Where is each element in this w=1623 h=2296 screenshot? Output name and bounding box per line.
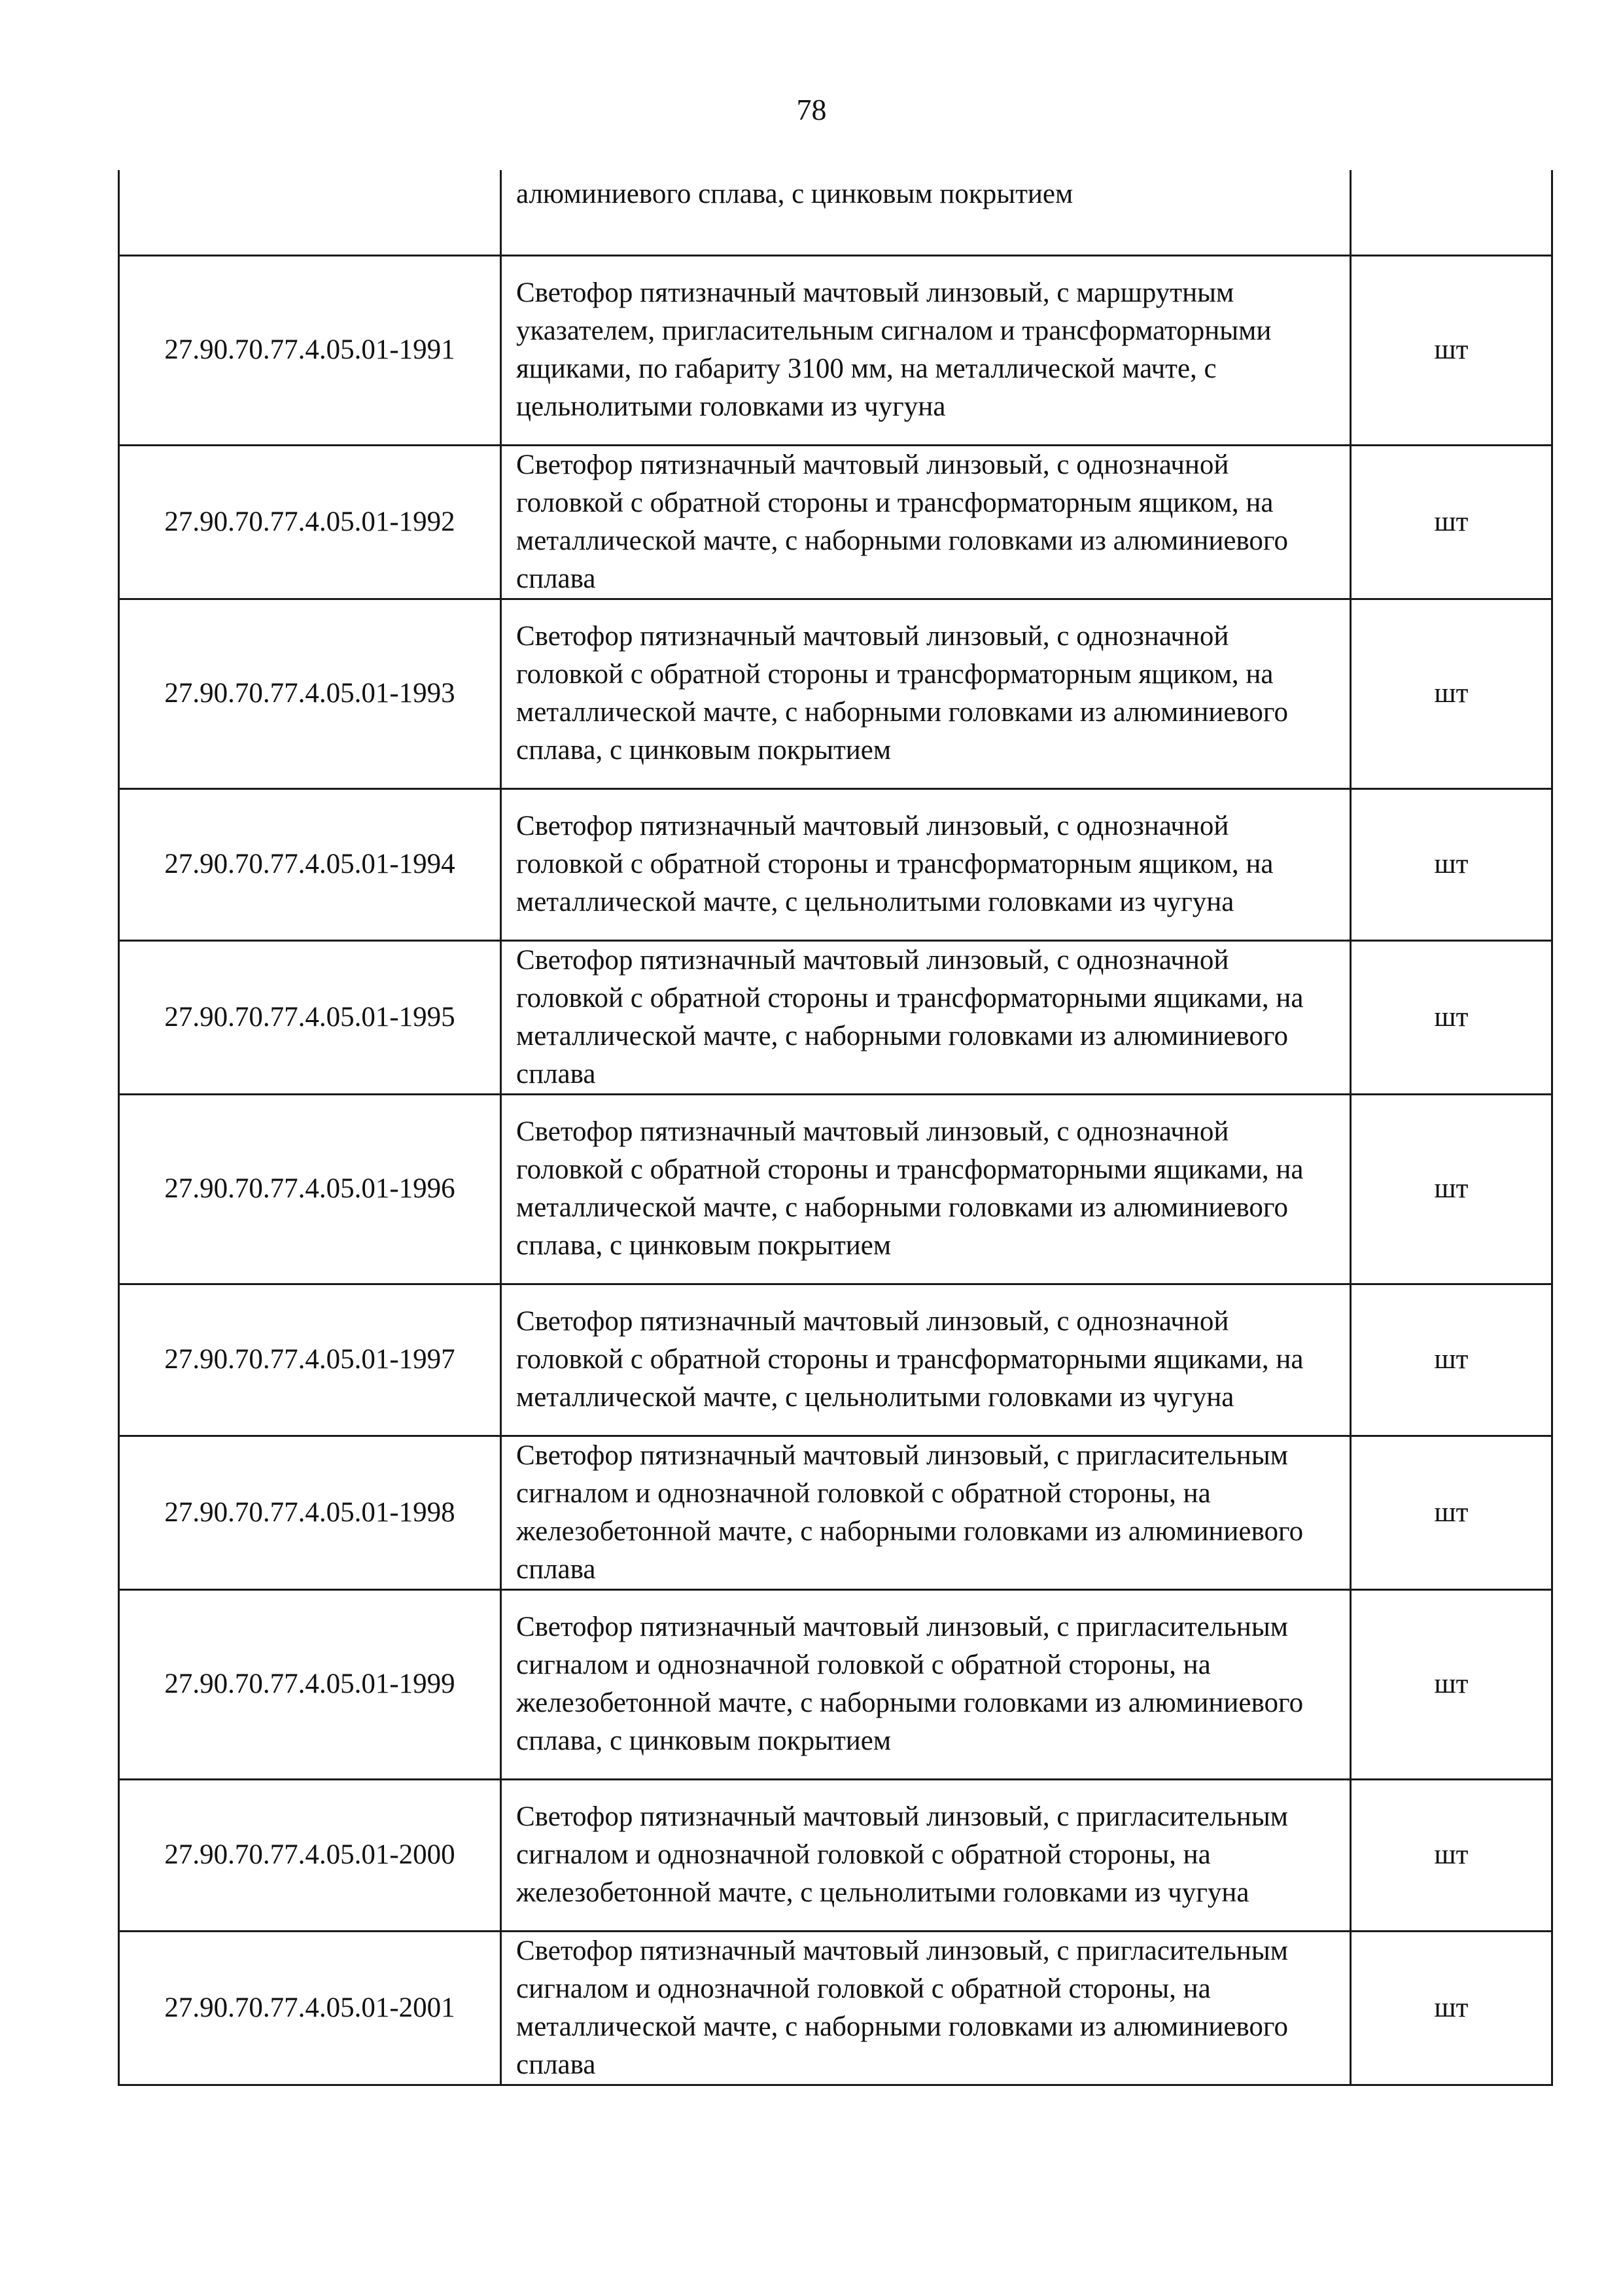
description-cell: Светофор пятизначный мачтовый линзовый, с пригласительным сигналом и однозначной головкой с обратной стороны, на железобетонной мачте, с наборными головками из алюминиевого сплава: [501, 1436, 1351, 1589]
unit-cell: шт: [1351, 599, 1552, 788]
code-cell: 27.90.70.77.4.05.01-1996: [119, 1094, 501, 1284]
table-row: [119, 940, 1552, 1094]
description-cell: алюминиевого сплава, с цинковым покрытием: [501, 170, 1351, 255]
code-cell: [119, 170, 501, 255]
description-cell: Светофор пятизначный мачтовый линзовый, с однозначной головкой с обратной стороны и трансформаторным ящиком, на металлической мачте, с наборными головками из алюминиевого сплава: [501, 445, 1351, 599]
description-cell: Светофор пятизначный мачтовый линзовый, с пригласительным сигналом и однозначной головкой с обратной стороны, на железобетонной мачте, с цельнолитыми головками из чугуна: [501, 1779, 1351, 1931]
unit-cell: шт: [1351, 1284, 1552, 1436]
code-cell: 27.90.70.77.4.05.01-1993: [119, 599, 501, 788]
unit-cell: шт: [1351, 1779, 1552, 1931]
unit-cell: шт: [1351, 1094, 1552, 1284]
table-row: [119, 255, 1552, 445]
unit-cell: шт: [1351, 1436, 1552, 1589]
code-cell: 27.90.70.77.4.05.01-1994: [119, 788, 501, 940]
table-row: [119, 1589, 1552, 1779]
code-cell: 27.90.70.77.4.05.01-2001: [119, 1931, 501, 2085]
description-cell: Светофор пятизначный мачтовый линзовый, с пригласительным сигналом и однозначной головкой с обратной стороны, на металлической мачте, с наборными головками из алюминиевого сплава: [501, 1931, 1351, 2085]
code-cell: 27.90.70.77.4.05.01-1999: [119, 1589, 501, 1779]
code-cell: 27.90.70.77.4.05.01-1991: [119, 255, 501, 445]
table-row: [119, 1284, 1552, 1436]
page-number: 78: [796, 93, 827, 126]
unit-cell: шт: [1351, 1931, 1552, 2085]
code-cell: 27.90.70.77.4.05.01-1997: [119, 1284, 501, 1436]
description-cell: Светофор пятизначный мачтовый линзовый, с однозначной головкой с обратной стороны и трансформаторным ящиком, на металлической мачте, с цельнолитыми головками из чугуна: [501, 788, 1351, 940]
description-cell: Светофор пятизначный мачтовый линзовый, с однозначной головкой с обратной стороны и трансформаторными ящиками, на металлической мачте, с наборными головками из алюминиевого сплава: [501, 940, 1351, 1094]
table-row: [119, 1436, 1552, 1589]
table-row: [119, 1931, 1552, 2085]
unit-cell: шт: [1351, 445, 1552, 599]
table-row-continuation: [119, 170, 1552, 255]
description-cell: Светофор пятизначный мачтовый линзовый, с маршрутным указателем, пригласительным сигналом и трансформаторными ящиками, по габариту 3100 мм, на металлической мачте, с цельнолитыми головками из чугуна: [501, 255, 1351, 445]
description-cell: Светофор пятизначный мачтовый линзовый, с пригласительным сигналом и однозначной головкой с обратной стороны, на железобетонной мачте, с наборными головками из алюминиевого сплава, с цинковым покрытием: [501, 1589, 1351, 1779]
table-row: [119, 599, 1552, 788]
description-cell: Светофор пятизначный мачтовый линзовый, с однозначной головкой с обратной стороны и трансформаторными ящиками, на металлической мачте, с наборными головками из алюминиевого сплава, с цинковым покрытием: [501, 1094, 1351, 1284]
description-cell: Светофор пятизначный мачтовый линзовый, с однозначной головкой с обратной стороны и трансформаторным ящиком, на металлической мачте, с наборными головками из алюминиевого сплава, с цинковым покрытием: [501, 599, 1351, 788]
description-cell: Светофор пятизначный мачтовый линзовый, с однозначной головкой с обратной стороны и трансформаторными ящиками, на металлической мачте, с цельнолитыми головками из чугуна: [501, 1284, 1351, 1436]
table-row: [119, 445, 1552, 599]
unit-cell: шт: [1351, 788, 1552, 940]
table-row: [119, 1779, 1552, 1931]
code-cell: 27.90.70.77.4.05.01-1998: [119, 1436, 501, 1589]
unit-cell: шт: [1351, 1589, 1552, 1779]
table-row: [119, 1094, 1552, 1284]
unit-cell: [1351, 170, 1552, 255]
unit-cell: шт: [1351, 940, 1552, 1094]
resource-table: [118, 170, 1553, 2086]
table-row: [119, 788, 1552, 940]
code-cell: 27.90.70.77.4.05.01-1995: [119, 940, 501, 1094]
code-cell: 27.90.70.77.4.05.01-1992: [119, 445, 501, 599]
unit-cell: шт: [1351, 255, 1552, 445]
code-cell: 27.90.70.77.4.05.01-2000: [119, 1779, 501, 1931]
